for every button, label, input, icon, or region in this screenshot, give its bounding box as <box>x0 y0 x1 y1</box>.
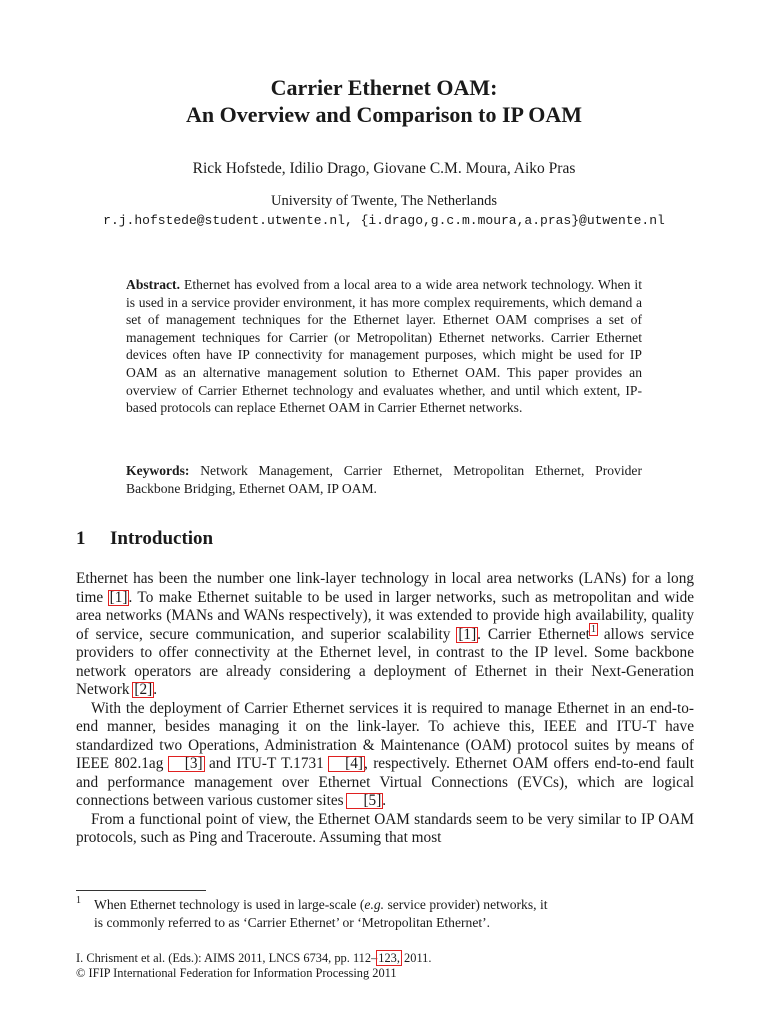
title-line-2: An Overview and Comparison to IP OAM <box>186 102 582 127</box>
title-line-1: Carrier Ethernet OAM: <box>270 75 498 100</box>
text-run: . Carrier Ethernet <box>477 625 590 643</box>
text-run: . <box>153 681 158 698</box>
text-run: Ethernet has been the number one link-layer technology in local area networks (LANs) for a long time <box>76 570 694 606</box>
abstract <box>126 276 642 417</box>
body-text <box>76 570 694 848</box>
publication-text: I. Chrisment et al. (Eds.): AIMS 2011, LNCS 6734, pp. 112– <box>76 951 378 965</box>
footnote-emphasis: e.g. <box>364 897 385 912</box>
keywords <box>126 462 642 497</box>
publication-text: 2011. <box>400 951 432 965</box>
footnote-divider <box>76 890 206 891</box>
section-number: 1 <box>76 528 86 549</box>
text-run: , respectively. Ethernet OAM offers end-to-end fault and performance management over Ethernet Virtual Connections (EVCs), which are logical connections between various customer sites <box>76 755 694 809</box>
author-emails: r.j.hofstede@student.utwente.nl, {i.drago,g.c.m.moura,a.pras}@utwente.nl <box>103 213 665 228</box>
footnote: 1 When Ethernet technology is used in large-scale (e.g. service provider) networks, it is commonly referred to as ‘Carrier Ethernet’ or ‘Metropolitan Ethernet’. <box>76 896 694 931</box>
footnote-text: service provider) networks, it <box>384 897 548 912</box>
text-run: and ITU-T T.1731 <box>203 755 330 772</box>
citation-link[interactable]: [5] <box>347 794 382 808</box>
copyright-line: © IFIP International Federation for Information Processing 2011 <box>76 966 397 980</box>
footnote-text: When Ethernet technology is used in large-scale ( <box>94 897 365 912</box>
keywords-text: Network Management, Carrier Ethernet, Metropolitan Ethernet, Provider Backbone Bridging, Ethernet OAM, IP OAM. <box>126 463 642 496</box>
paper-title <box>0 74 768 128</box>
author-list: Rick Hofstede, Idilio Drago, Giovane C.M. Moura, Aiko Pras <box>192 160 576 177</box>
text-run: allows service providers to offer connectivity at the Ethernet level, in contrast to the IP level. Some backbone network operators are already considering a deployment of Ethernet in their Next-Generation Network <box>76 625 694 698</box>
publication-info <box>76 951 694 981</box>
citation-link[interactable]: [2] <box>134 681 153 698</box>
citation-link[interactable]: [1] <box>458 625 477 643</box>
keywords-label: Keywords: <box>126 463 190 478</box>
paragraph-3: From a functional point of view, the Ethernet OAM standards seem to be very similar to IP OAM protocols, such as Ping and Traceroute. Assuming that most <box>76 810 694 846</box>
text-run: . <box>382 792 387 809</box>
citation-link[interactable]: [1] <box>109 588 128 606</box>
section-title: Introduction <box>110 528 214 549</box>
text-run: . To make Ethernet suitable to be used in larger networks, such as metropolitan and wide area networks (MANs and WANs respectively), it was extended to provide high availability, quality of service, secure communication, and superior scalability <box>76 588 695 643</box>
footnote-line-2: is commonly referred to as ‘Carrier Ethernet’ or ‘Metropolitan Ethernet’. <box>94 914 491 930</box>
publication-line-1 <box>76 951 694 966</box>
affiliation: University of Twente, The Netherlands <box>271 193 497 209</box>
citation-link[interactable]: [4] <box>329 757 364 771</box>
abstract-label: Abstract. <box>126 277 180 292</box>
paragraph-2 <box>76 700 694 811</box>
page-range-link[interactable]: 123, <box>378 951 400 965</box>
section-heading <box>76 528 213 550</box>
abstract-text: Ethernet has evolved from a local area to a wide area network technology. When it is used in a service provider environment, it has more complex requirements, which demand a set of management techniques for the Ethernet layer. Ethernet OAM comprises a set of management techniques for Carrier (or Metropolitan) Ethernet networks. Carrier Ethernet devices often have IP connectivity for management purposes, which might be used for IP OAM as an alternative management solution to Ethernet OAM. This paper provides an overview of Carrier Ethernet technology and evaluates whether, and until which extent, IP-based protocols can replace Ethernet OAM in Carrier Ethernet networks. <box>126 277 642 416</box>
footnote-link[interactable]: 1 <box>590 624 596 636</box>
citation-link[interactable]: [3] <box>169 757 204 771</box>
text-run: With the deployment of Carrier Ethernet services it is required to manage Ethernet in an end-to-end manner, besides managing it on the link-layer. To achieve this, IEEE and ITU-T have standardized two Operations, Administration & Maintenance (OAM) protocol suites by means of IEEE 802.1ag <box>76 699 694 772</box>
paragraph-1 <box>76 570 694 700</box>
